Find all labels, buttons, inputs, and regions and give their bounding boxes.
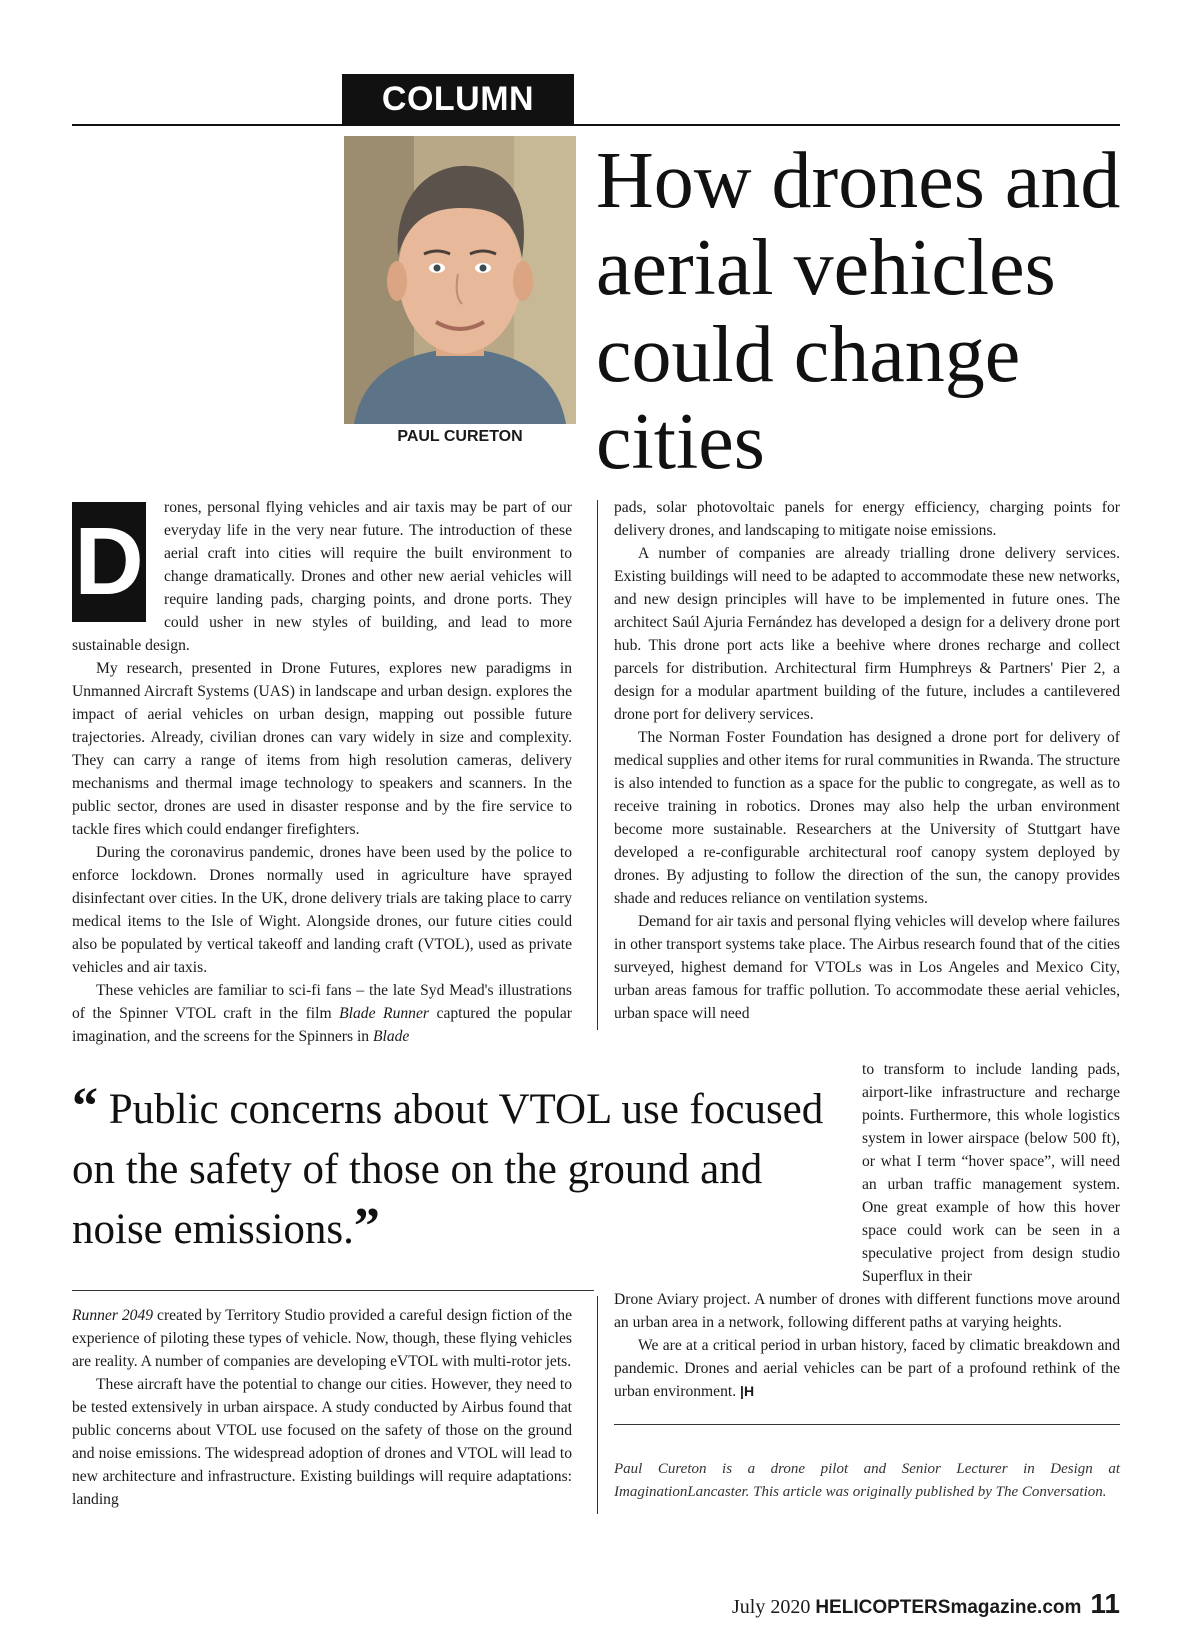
pull-quote xyxy=(72,1080,832,1260)
close-quote-mark: ” xyxy=(353,1198,380,1255)
footer-site: HELICOPTERSmagazine.com xyxy=(815,1597,1082,1618)
column-left-top xyxy=(72,496,572,1048)
column-left-bottom xyxy=(72,1304,572,1511)
column-divider xyxy=(597,500,598,1030)
paragraph: rones, personal flying vehicles and air taxis may be part of our everyday life in the very near future. The introduction of these aerial craft into cities will require the built environment to change dramatically. Drones and other new aerial vehicles will require landing pads, charging points, and drone ports. They could usher in new styles of building, and lead to more sustainable design. xyxy=(72,499,572,654)
paragraph: During the coronavirus pandemic, drones have been used by the police to enforce lockdown. Drones normally used in agriculture have sprayed disinfectant over cities. In the UK, drone delivery trials are taking place to carry medical items to the Isle of Wight. Alongside drones, our future cities could also be populated by vertical takeoff and landing craft (VTOL), used as private vehicles and air taxis. xyxy=(72,844,572,976)
column-right-narrow xyxy=(862,1058,1120,1288)
column-right-top xyxy=(614,496,1120,1025)
column-right-bottom xyxy=(614,1288,1120,1403)
author-photo xyxy=(344,136,576,424)
section-tag: COLUMN xyxy=(342,74,574,124)
film-title: Blade Runner xyxy=(339,1005,429,1022)
paragraph: A number of companies are already trialling drone delivery services. Existing buildings will need to be adapted to accommodate these new networks, and new design principles will have to be implemented in future ones. The architect Saúl Ajuria Fernández has developed a design for a delivery drone port hub. This drone port acts like a beehive where drones recharge and collect parcels for distribution. Architectural firm Humphreys & Partners' Pier 2, a design for a modular apartment building of the future, includes a cantilevered drone port for delivery services. xyxy=(614,545,1120,723)
paragraph: We are at a critical period in urban history, faced by climatic breakdown and pandemic. Drones and aerial vehicles can be part of a profound rethink of the urban environment. |H xyxy=(614,1337,1120,1400)
headline: How drones and aerial vehicles could change cities xyxy=(596,137,1121,486)
paragraph: My research, presented in Drone Futures, explores new paradigms in Unmanned Aircraft Systems (UAS) in landscape and urban design. explores the impact of aerial vehicles on urban design, mapping out possible future trajectories. Already, civilian drones can vary widely in size and complexity. They can carry a range of items from high resolution cameras, delivery mechanisms and thermal image technology to speakers and scanners. In the public sector, drones are used in disaster response and by the fire service to tackle fires which could endanger firefighters. xyxy=(72,660,572,838)
film-title: Runner 2049 xyxy=(72,1307,154,1324)
paragraph: These aircraft have the potential to change our cities. However, they need to be tested extensively in urban airspace. A study conducted by Airbus found that public concerns about VTOL use focused on the safety of those on the ground and noise emissions. The widespread adoption of drones and VTOL will lead to new architecture and infrastructure. Existing buildings will require adaptations: landing xyxy=(72,1376,572,1508)
header-rule xyxy=(72,124,1120,126)
pull-quote-text: Public concerns about VTOL use focused on the safety of those on the ground and noise emissions. xyxy=(72,1086,824,1253)
paragraph: These vehicles are familiar to sci-fi fans – the late Syd Mead's illustrations of the Spinner VTOL craft in the film Blade Runner captured the popular imagination, and the screens for the Spinners in Blade xyxy=(72,982,572,1045)
end-mark: |H xyxy=(740,1383,755,1399)
author-caption: PAUL CURETON xyxy=(397,428,523,445)
paragraph: Demand for air taxis and personal flying vehicles will develop where failures in other transport systems take place. The Airbus research found that of the cities surveyed, highest demand for VTOLs was in Los Angeles and Mexico City, urban areas famous for traffic pollution. To accommodate these aerial vehicles, urban space will need xyxy=(614,913,1120,1022)
author-bio: Paul Cureton is a drone pilot and Senior Lecturer in Design at ImaginationLancaster. This article was originally published by The Conversation. xyxy=(614,1461,1120,1500)
column-divider xyxy=(597,1296,598,1514)
paragraph: Drone Aviary project. A number of drones with different functions move around an urban area in a network, following different paths at varying heights. xyxy=(614,1291,1120,1331)
bio-rule xyxy=(614,1424,1120,1425)
paragraph: pads, solar photovoltaic panels for energy efficiency, charging points for delivery drones, and landscaping to mitigate noise emissions. xyxy=(614,499,1120,539)
paragraph: Runner 2049 created by Territory Studio provided a careful design fiction of the experience of piloting these types of vehicle. Now, though, these flying vehicles are reality. A number of companies are developing eVTOL with multi-rotor jets. xyxy=(72,1307,572,1370)
film-title: Blade xyxy=(372,1028,410,1045)
open-quote-mark: “ xyxy=(72,1078,98,1135)
footer-date: July 2020 xyxy=(731,1596,811,1618)
page-number: 11 xyxy=(1090,1588,1120,1619)
page-footer xyxy=(732,1588,1120,1620)
pull-quote-rule xyxy=(72,1290,594,1291)
paragraph: The Norman Foster Foundation has designed a drone port for delivery of medical supplies and other items for rural communities in Rwanda. The structure is also intended to function as a space for the public to congregate, as well as to receive training in robotics. Drones may also help the urban environment become more sustainable. Researchers at the University of Stuttgart have developed a re-configurable architectural roof canopy system deployed by drones. By adjusting to follow the direction of the sun, the canopy provides shade and reduces reliance on ventilation systems. xyxy=(614,729,1120,907)
paragraph: to transform to include landing pads, airport-like infrastructure and recharge points. Furthermore, this whole logistics system in lower airspace (below 500 ft), or what I term “hover space”, will need an urban traffic management system. One great example of how this hover space could work can be seen in a speculative project from design studio Superflux in their xyxy=(862,1061,1120,1285)
drop-cap: D xyxy=(72,502,146,622)
